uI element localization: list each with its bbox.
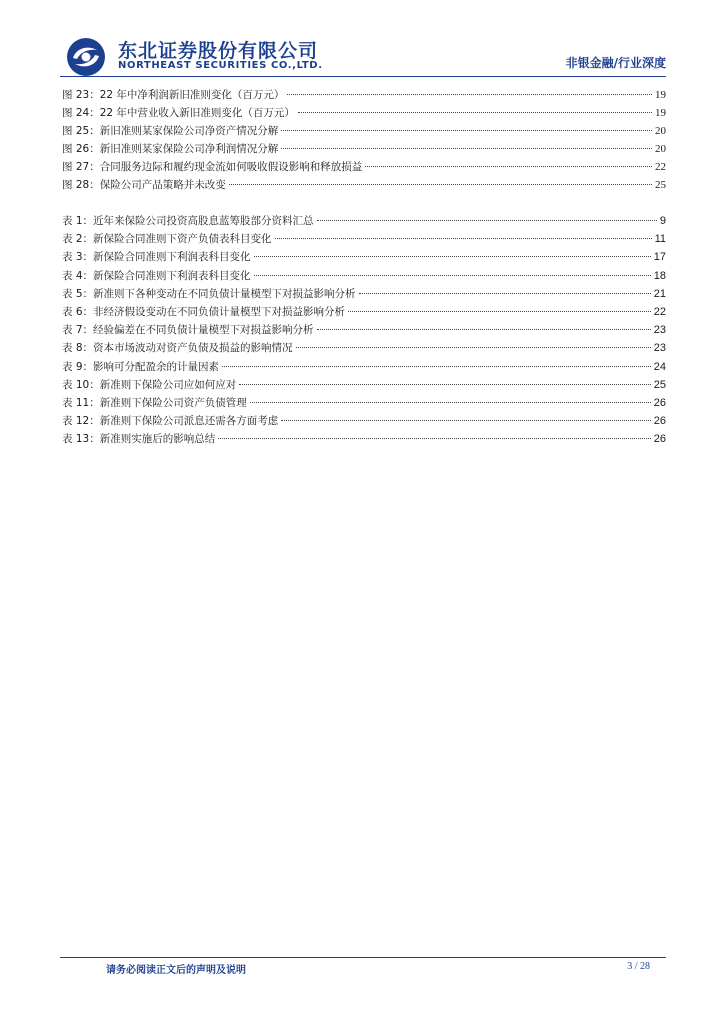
toc-entry-label: 表 13：新准则实施后的影响总结 [62,433,216,446]
toc-entry[interactable] [62,394,666,412]
toc-entry-label: 表 12：新准则下保险公司派息还需各方面考虑 [62,415,279,428]
toc-entry-label: 表 4：新保险合同准则下利润表科目变化 [62,269,251,282]
toc-entry[interactable] [62,248,666,266]
leader-dots [254,256,651,257]
toc-entry[interactable] [62,376,666,394]
toc-entry[interactable] [62,321,666,339]
toc-entry-page: 25 [655,179,666,191]
toc-entry-page: 19 [655,89,666,101]
toc-entry-label: 表 1：近年来保险公司投资高股息蓝筹股部分资料汇总 [62,215,314,227]
toc-entry-label: 表 10：新准则下保险公司应如何应对 [62,378,237,391]
leader-dots [218,438,651,439]
leader-dots [281,148,652,149]
toc-entry[interactable] [62,140,666,158]
toc-entry-page: 24 [653,360,666,373]
leader-dots [359,293,651,294]
leader-dots [281,420,651,421]
toc-entry-page: 23 [653,342,666,355]
toc-entry[interactable] [62,122,666,140]
toc-entry-label: 表 2：新保险合同准则下资产负债表科目变化 [62,233,272,246]
toc-entry-page: 11 [654,233,666,246]
company-logo-icon [66,37,106,77]
leader-dots [239,384,651,385]
toc-entry-label: 图 28：保险公司产品策略并未改变 [62,179,226,191]
header-divider [60,76,666,77]
toc-entry[interactable] [62,358,666,376]
leader-dots [317,329,651,330]
toc-entry-page: 22 [655,161,666,173]
table-index [62,212,666,448]
toc-entry[interactable] [62,86,666,104]
toc-entry-page: 26 [653,433,666,446]
toc-entry-page: 20 [655,143,666,155]
toc-entry-label: 图 27：合同服务边际和履约现金流如何吸收假设影响和释放损益 [62,161,363,173]
toc-entry[interactable] [62,339,666,357]
page-number: 3 / 28 [627,961,650,972]
leader-dots [298,112,652,113]
company-name-en: NORTHEAST SECURITIES CO.,LTD. [118,60,323,71]
toc-entry-page: 19 [655,107,666,119]
company-name-cn: 东北证券股份有限公司 [118,40,319,62]
toc-entry[interactable] [62,158,666,176]
toc-entry-label: 表 7：经验偏差在不同负债计量模型下对损益影响分析 [62,324,314,337]
toc-entry-label: 表 9：影响可分配盈余的计量因素 [62,360,220,373]
leader-dots [222,366,651,367]
toc-entry-label: 图 25：新旧准则某家保险公司净资产情况分解 [62,125,279,137]
toc-entry-page: 17 [653,251,666,264]
toc-entry-page: 26 [653,415,666,428]
disclaimer-note: 请务必阅读正文后的声明及说明 [106,965,246,976]
report-section: 非银金融/行业深度 [565,56,666,70]
leader-dots [365,166,652,167]
toc-entry-page: 18 [653,269,666,282]
leader-dots [254,275,651,276]
leader-dots [348,311,651,312]
toc-entry[interactable] [62,430,666,448]
toc-entry-label: 图 26：新旧准则某家保险公司净利润情况分解 [62,143,279,155]
footer-divider [60,957,666,958]
toc-entry-label: 表 3：新保险合同准则下利润表科目变化 [62,251,251,264]
toc-entry-page: 22 [653,305,666,318]
toc-entry[interactable] [62,212,666,230]
toc-entry-label: 表 6：非经济假设变动在不同负债计量模型下对损益影响分析 [62,305,346,318]
toc-entry-label: 图 23：22 年中净利润新旧准则变化（百万元） [62,89,285,101]
figure-index [62,86,666,194]
page-header [60,34,666,76]
toc-entry[interactable] [62,267,666,285]
toc-entry-page: 26 [653,396,666,409]
leader-dots [229,184,652,185]
leader-dots [296,347,651,348]
toc-entry-label: 表 8：资本市场波动对资产负债及损益的影响情况 [62,342,293,355]
toc-entry-page: 21 [653,287,666,300]
leader-dots [317,220,657,221]
toc-entry[interactable] [62,285,666,303]
leader-dots [281,130,652,131]
leader-dots [275,238,652,239]
toc-entry-page: 20 [655,125,666,137]
toc-entry[interactable] [62,303,666,321]
toc-entry-label: 表 11：新准则下保险公司资产负债管理 [62,396,247,409]
toc-entry-label: 图 24：22 年中营业收入新旧准则变化（百万元） [62,107,295,119]
toc-entry[interactable] [62,230,666,248]
toc-entry-page: 9 [659,215,666,227]
toc-entry-label: 表 5：新准则下各种变动在不同负债计量模型下对损益影响分析 [62,287,356,300]
leader-dots [250,402,651,403]
leader-dots [287,94,652,95]
toc-entry[interactable] [62,176,666,194]
toc-entry[interactable] [62,104,666,122]
toc-entry-page: 23 [653,324,666,337]
toc-entry[interactable] [62,412,666,430]
toc-entry-page: 25 [653,378,666,391]
